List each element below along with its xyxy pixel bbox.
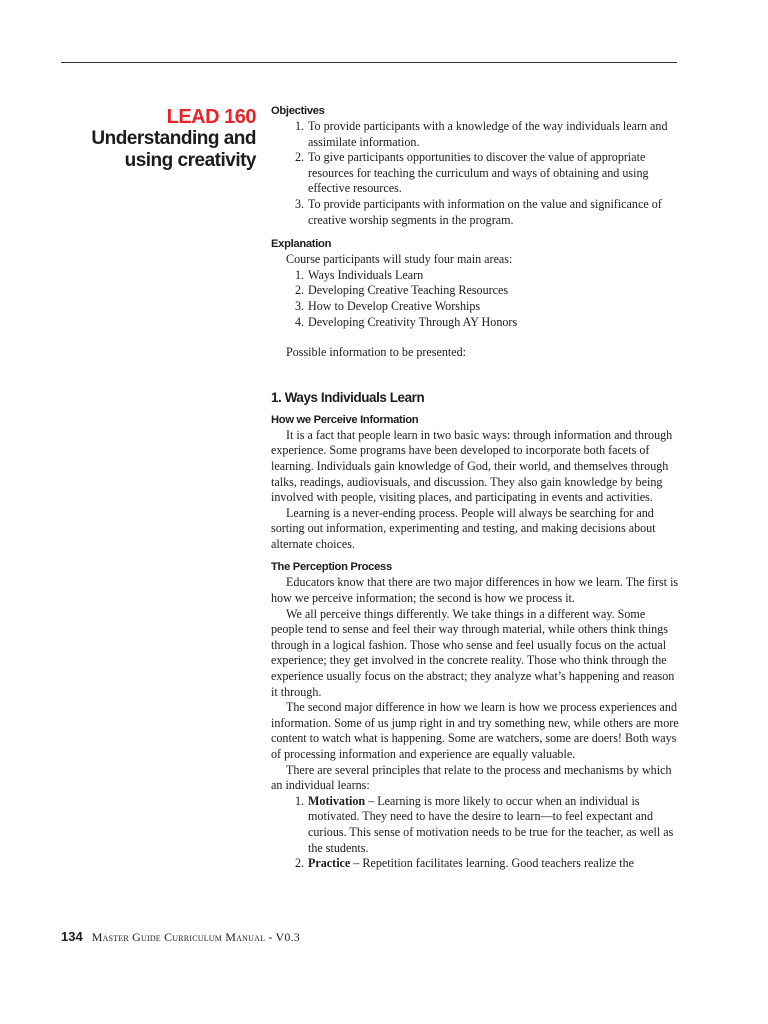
principle-item [271,794,679,856]
principle-text: – Repetition facilitates learning. Good teachers realize the [350,856,635,871]
possible-info: Possible information to be presented: [286,345,467,360]
top-rule [61,62,677,63]
list-text: How to Develop Creative Worships [308,298,481,313]
list-text: Developing Creative Teaching Resources [308,283,509,298]
list-number: 4. [295,314,305,329]
list-number: 2. [295,150,305,165]
course-code: LEAD 160 [166,106,256,128]
area-item [271,268,679,284]
area-item [271,315,679,331]
area-item [271,299,679,315]
list-number: 1. [295,119,305,133]
list-number: 2. [295,283,305,298]
principle-term: Practice [308,856,351,871]
paragraph: Learning is a never-ending process. People will always be searching for and sorting out information, experimenting and testing, and making decisions about alternate choices. [271,505,656,551]
objective-item [271,197,679,228]
list-number: 1. [295,793,305,808]
footer-title: Master Guide Curriculum Manual - V0.3 [91,930,300,944]
explanation-heading: Explanation [271,238,332,251]
list-text: To provide participants with information on the value and significance of creative worship segments in the program. [308,196,662,227]
paragraph: There are several principles that relate to the process and mechanisms by which an individual learns: [271,762,672,793]
principle-text: – Learning is more likely to occur when an individual is motivated. They need to have the desire to learn—to feel expectant and curious. This sense of motivation needs to be true for the teacher, as well as the students. [308,793,674,855]
list-text: Developing Creativity Through AY Honors [308,314,518,329]
principle-term: Motivation [308,793,366,808]
list-text [308,794,679,856]
subsection-heading: How we Perceive Information [271,413,419,426]
objectives-heading: Objectives [271,105,325,117]
page-footer [61,929,300,945]
subsection-heading: The Perception Process [271,561,392,574]
page-number: 134 [61,929,83,944]
paragraph: Educators know that there are two major differences in how we learn. The first is how we perceive information; the second is how we process it. [271,575,679,606]
paragraph: We all perceive things differently. We take things in a different way. Some people tend to sense and feel their way through material, while others think things through in a logical fashion. Those who sense and feel usually focus on the actual experience; they get involved in the concrete reality. Those who think through the experience usually focus on the abstract; they analyze what’s happening and reason it through. [271,606,675,699]
principle-item [271,856,679,872]
paragraph: The second major difference in how we learn is how we process experiences and information. Some of us jump right in and try something new, while others are more content to watch what is happening. Some are watchers, some are doers! Both ways of processing information and experience are equally valuable. [271,700,679,761]
list-text: To give participants opportunities to discover the value of appropriate resources for teaching the curriculum and ways of obtaining and using effective resources. [308,150,649,196]
list-number: 3. [295,298,305,313]
main-content [271,104,679,872]
list-number: 1. [295,267,305,282]
list-number: 2. [295,856,305,871]
course-title-line-2: using creativity [124,150,256,171]
list-text [308,856,679,872]
list-number: 3. [295,196,305,211]
objective-item [271,150,679,197]
list-text: Ways Individuals Learn [308,267,424,282]
course-title-line-1: Understanding and [91,128,256,149]
section-heading: 1. Ways Individuals Learn [271,389,425,405]
list-text: To provide participants with a knowledge of the way individuals learn and assimilate information. [308,119,668,149]
area-item [271,283,679,299]
course-heading [40,106,256,172]
objective-item [271,119,679,150]
paragraph: It is a fact that people learn in two basic ways: through information and through experience. Some programs have been developed to incorporate both facets of learning. Individuals gain knowledge of God, their world, and themselves through talks, readings, audiovisuals, and discussion. They also gain knowledge by being involved with people, visiting places, and participating in events and activities. [271,427,673,505]
explanation-intro: Course participants will study four main areas: [286,252,513,267]
